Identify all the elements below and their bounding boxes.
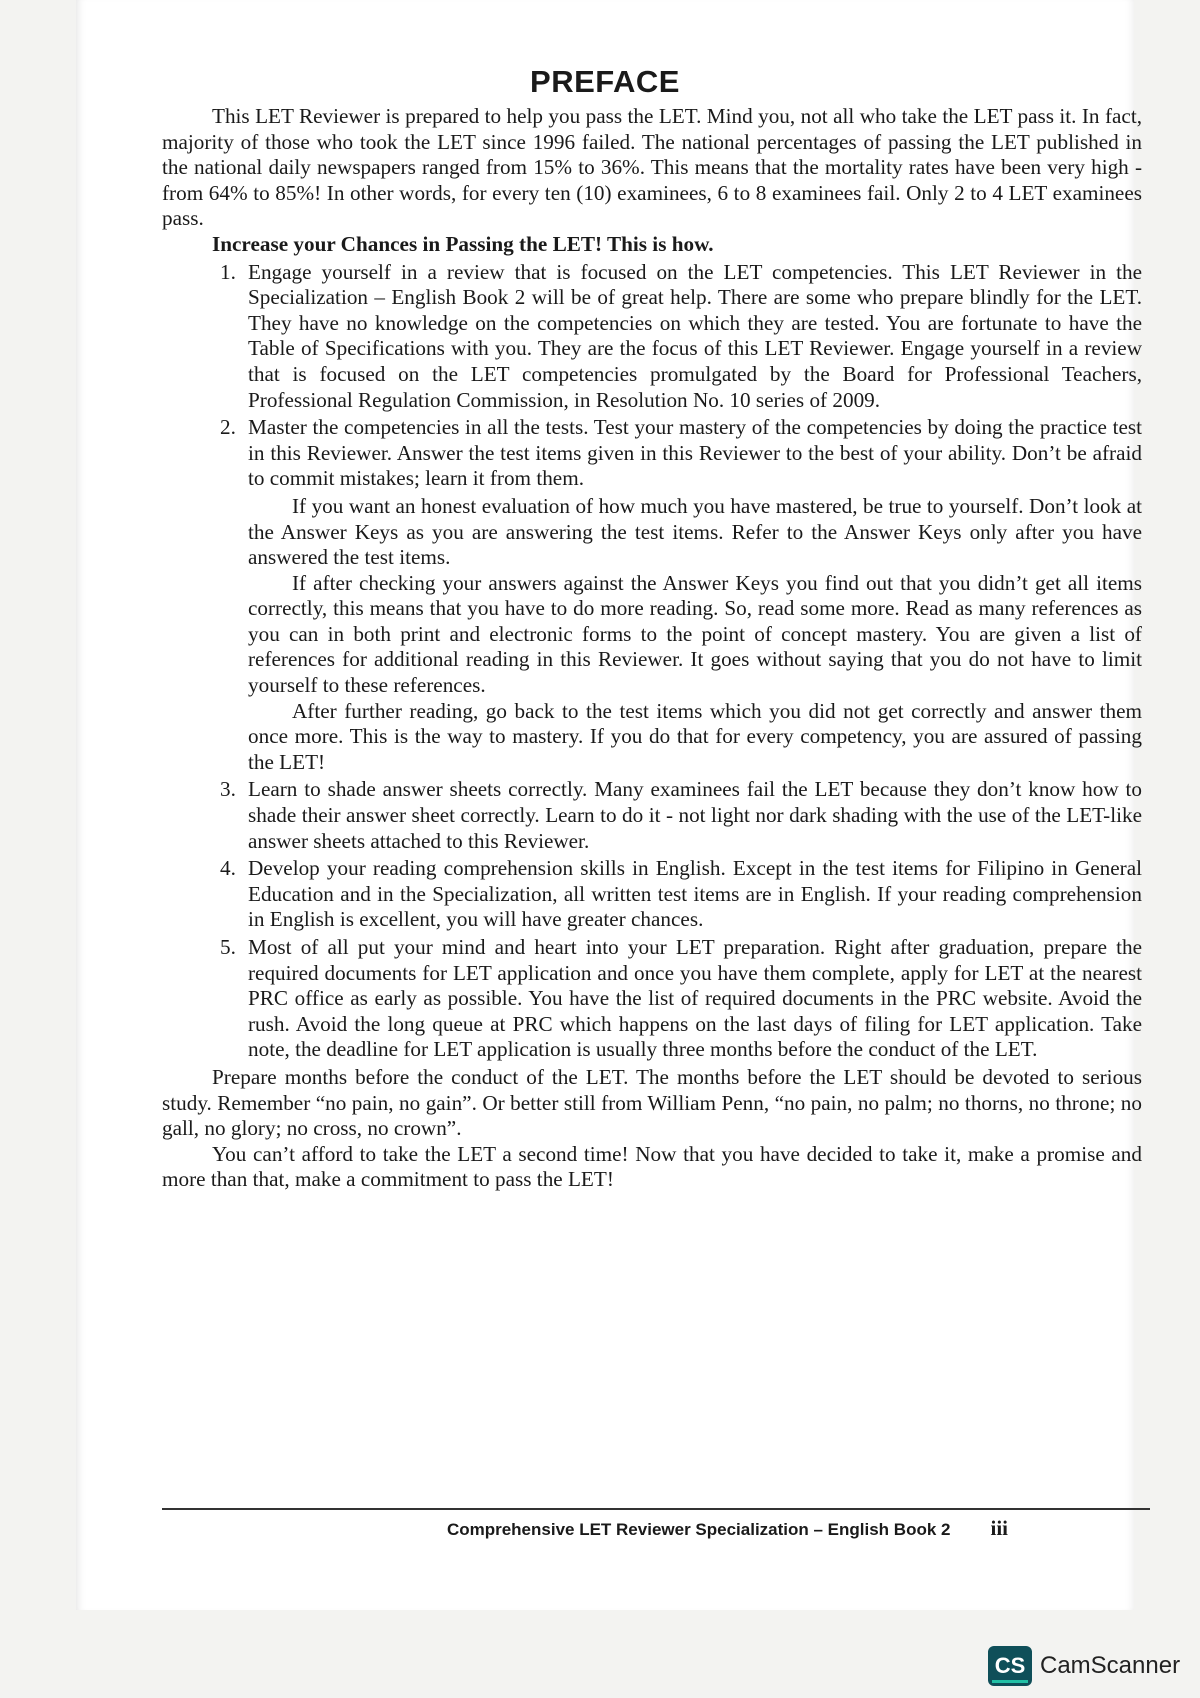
list-item-5 <box>162 935 1142 1063</box>
intro-paragraph: This LET Reviewer is prepared to help you pass the LET. Mind you, not all who take the LET pass it. In fact, majority of those who took the LET since 1996 failed. The national percentages of passing the LET published in the national daily newspapers ranged from 15% to 36%. This means that the mortality rates have been very high - from 64% to 85%! In other words, for every ten (10) examinees, 6 to 8 examinees fail. Only 2 to 4 LET examinees pass. <box>162 104 1142 231</box>
list-item-2-paragraph-2: If after checking your answers against the Answer Keys you find out that you didn’t get all items correctly, this means that you have to do more reading. So, read some more. Read as many references as you can in both print and electronic forms to the point of concept mastery. You are given a list of references for additional reading in this Reviewer. It goes without saying that you do not have to limit yourself to these references. <box>248 570 1142 698</box>
list-item-text: Most of all put your mind and heart into your LET preparation. Right after graduation, prepare the required documents for LET application and once you have them complete, apply for LET at the nearest PRC office as early as possible. You have the list of required documents in the PRC website. Avoid the rush. Avoid the long queue at PRC which happens on the last days of filing for LET application. Take note, the deadline for LET application is usually three months before the conduct of the LET. <box>248 935 1142 1062</box>
footer-divider <box>162 1508 1150 1510</box>
closing-paragraph-2: You can’t afford to take the LET a second time! Now that you have decided to take it, make a promise and more than that, make a commitment to pass the LET! <box>162 1141 1142 1192</box>
page-title: PREFACE <box>530 64 680 99</box>
camscanner-logo-icon: CS <box>988 1646 1032 1686</box>
list-number: 4. <box>220 856 236 881</box>
list-item-2 <box>162 415 1142 492</box>
list-item-1 <box>162 260 1142 414</box>
list-number: 3. <box>220 777 236 802</box>
closing-paragraph-1: Prepare months before the conduct of the LET. The months before the LET should be devoted to serious study. Remember “no pain, no gain”. Or better still from William Penn, “no pain, no palm; no thorns, no throne; no gall, no glory; no cross, no crown”. <box>162 1064 1142 1141</box>
list-item-text: Master the competencies in all the tests. Test your mastery of the competencies by doing the practice test in this Reviewer. Answer the test items given in this Reviewer to the best of your ability. Don’t be afraid to commit mistakes; learn it from them. <box>248 415 1142 491</box>
list-number: 1. <box>220 259 236 284</box>
list-item-3 <box>162 777 1142 854</box>
footer-book-title: Comprehensive LET Reviewer Specialization – English Book 2 <box>446 1520 951 1539</box>
list-number: 5. <box>220 935 236 959</box>
list-item-text: Engage yourself in a review that is focused on the LET competencies. This LET Reviewer in the Specialization – English Book 2 will be of great help. There are some who prepare blindly for the LET. They have no knowledge on the competencies on which they are tested. You are fortunate to have the Table of Specifications with you. They are the focus of this LET Reviewer. Engage yourself in a review that is focused on the LET competencies promulgated by the Board for Professional Teachers, Professional Regulation Commission, in Resolution No. 10 series of 2009. <box>248 259 1142 412</box>
list-item-2-paragraph-1: If you want an honest evaluation of how much you have mastered, be true to yourself. Don’t look at the Answer Keys as you are answering the test items. Refer to the Answer Keys only after you have answered the test items. <box>248 493 1142 570</box>
camscanner-name: CamScanner <box>1040 1652 1181 1679</box>
camscanner-watermark <box>988 1646 1180 1686</box>
list-item-2-paragraph-3: After further reading, go back to the test items which you did not get correctly and answer them once more. This is the way to mastery. If you do that for every competency, you are assured of passing the LET! <box>248 698 1142 774</box>
list-item-4 <box>162 856 1142 933</box>
list-item-text: Learn to shade answer sheets correctly. Many examinees fail the LET because they don’t know how to shade their answer sheet correctly. Learn to do it - not light nor dark shading with the use of the LET-like answer sheets attached to this Reviewer. <box>248 777 1142 853</box>
list-item-text: Develop your reading comprehension skills in English. Except in the test items for Filipino in General Education and in the Specialization, all written test items are in English. If your reading comprehension in English is excellent, you will have greater chances. <box>248 856 1142 932</box>
preface-body <box>162 104 1142 1193</box>
document-page <box>76 0 1142 1610</box>
page-number: iii <box>990 1516 1008 1540</box>
section-heading: Increase your Chances in Passing the LET! This is how. <box>212 231 714 256</box>
page-footer <box>447 1516 1008 1541</box>
list-number: 2. <box>220 415 236 440</box>
